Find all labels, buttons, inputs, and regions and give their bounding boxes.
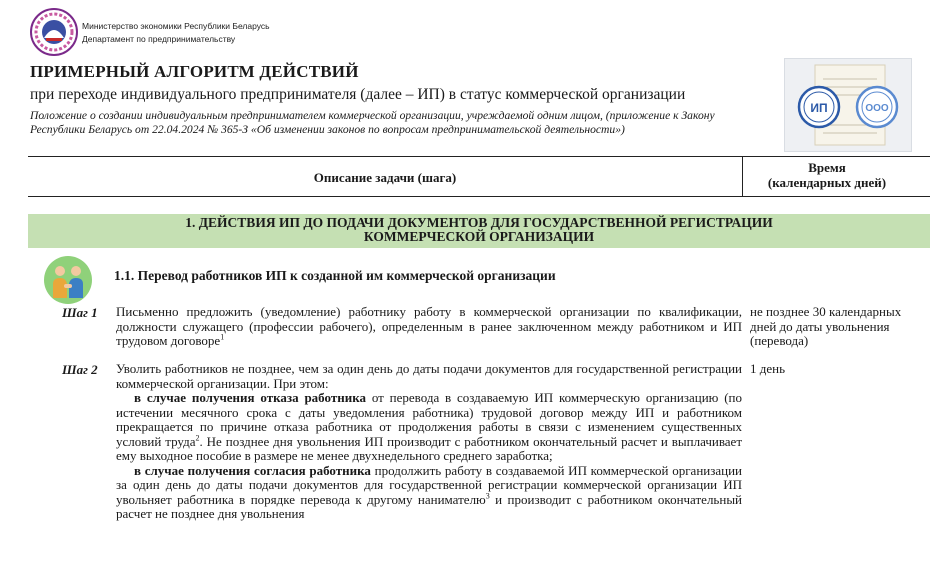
ministry-header <box>30 8 430 58</box>
document-title: ПРИМЕРНЫЙ АЛГОРИТМ ДЕЙСТВИЙ <box>30 62 359 81</box>
case-consent-bold: в случае получения согласия работника <box>134 462 371 478</box>
footnote-3: 3 <box>485 491 490 501</box>
case-consent-text: продолжить работу в создаваемой ИП коммерческой организации за один день до даты подачи документов для государственной регистрации коммерческой организации ИП увольняет работника в порядке перевода к другому нанимателю <box>116 462 743 507</box>
step-1-text: Письменно предложить (уведомление) работнику работу в коммерческой организации по квалификации, должности служащего (профессии рабочего), определенным в ранее заключенном между работником и ИП трудовом договоре <box>116 304 742 348</box>
table-top-border <box>28 156 930 157</box>
case-refusal-bold: в случае получения отказа работника <box>134 390 366 405</box>
step-2-intro: Уволить работников не позднее, чем за один день до даты подачи документов для государственной регистрации коммерческой организации. При этом: <box>116 361 742 391</box>
legal-reference-note: Положение о создании индивидуальным предпринимателем коммерческой организации, учреждаемой одним лицом, (приложение к Закону Республики Беларусь от 22.04.2024 № 365-З «Об изменении законов по вопросам предпринимательской деятельности») <box>30 109 715 136</box>
step-1-time: не позднее 30 календарных дней до даты увольнения (перевода) <box>750 304 902 348</box>
section-title-line2: КОММЕРЧЕСКОЙ ОРГАНИЗАЦИИ <box>363 229 595 244</box>
case-consent-tail: и производит с работником окончательный расчет не позднее дня увольнения <box>116 491 743 521</box>
table-header-bottom-border <box>28 196 930 197</box>
section-title <box>28 216 930 244</box>
footnote-1: 1 <box>220 332 225 342</box>
step-2-time: 1 день <box>750 361 786 376</box>
step-2-case-consent <box>116 464 742 522</box>
certificate-stamp-icon <box>785 59 911 151</box>
department-name: Департамент по предпринимательству <box>82 34 236 44</box>
ip-ooo-stamp-image <box>784 58 912 152</box>
column-header-description: Описание задачи (шага) <box>313 170 457 185</box>
column-header-time <box>744 160 910 190</box>
section-title-line1: 1. ДЕЙСТВИЯ ИП ДО ПОДАЧИ ДОКУМЕНТОВ ДЛЯ ГОСУДАРСТВЕННОЙ РЕГИСТРАЦИИ <box>185 215 773 230</box>
step-1-label: Шаг 1 <box>62 305 98 320</box>
case-refusal-tail: . Не позднее дня увольнения ИП производит с работником окончательный расчет и выплачивает ему выходное пособие в размере не менее двухнедельного среднего заработка; <box>116 433 743 463</box>
step-1-description <box>116 305 742 349</box>
document-subtitle: при переходе индивидуального предпринимателя (далее – ИП) в статус коммерческой организации <box>30 86 686 103</box>
ooo-stamp-label: ООО <box>865 103 889 114</box>
handshake-people-icon <box>44 256 92 304</box>
column-header-time-line1: Время <box>808 160 846 175</box>
step-2-case-refusal <box>116 391 742 464</box>
step-2-description <box>116 362 742 522</box>
ministry-emblem-icon <box>30 8 78 56</box>
ip-stamp-label: ИП <box>810 101 828 115</box>
table-column-divider <box>742 156 743 196</box>
ministry-name: Министерство экономики Республики Беларусь <box>82 21 270 31</box>
case-refusal-text: от перевода в создаваемую ИП коммерческую организацию (по истечении месячного срока с даты уведомления работника) трудовой договор между ИП и работником прекращается по причине отказа работника от продолжения работы в связи с изменением существенных условий труда <box>116 390 742 449</box>
footnote-2: 2 <box>195 433 200 443</box>
step-2-label: Шаг 2 <box>62 362 98 377</box>
column-header-time-line2: (календарных дней) <box>767 175 887 190</box>
subsection-title: 1.1. Перевод работников ИП к созданной им коммерческой организации <box>114 268 556 283</box>
